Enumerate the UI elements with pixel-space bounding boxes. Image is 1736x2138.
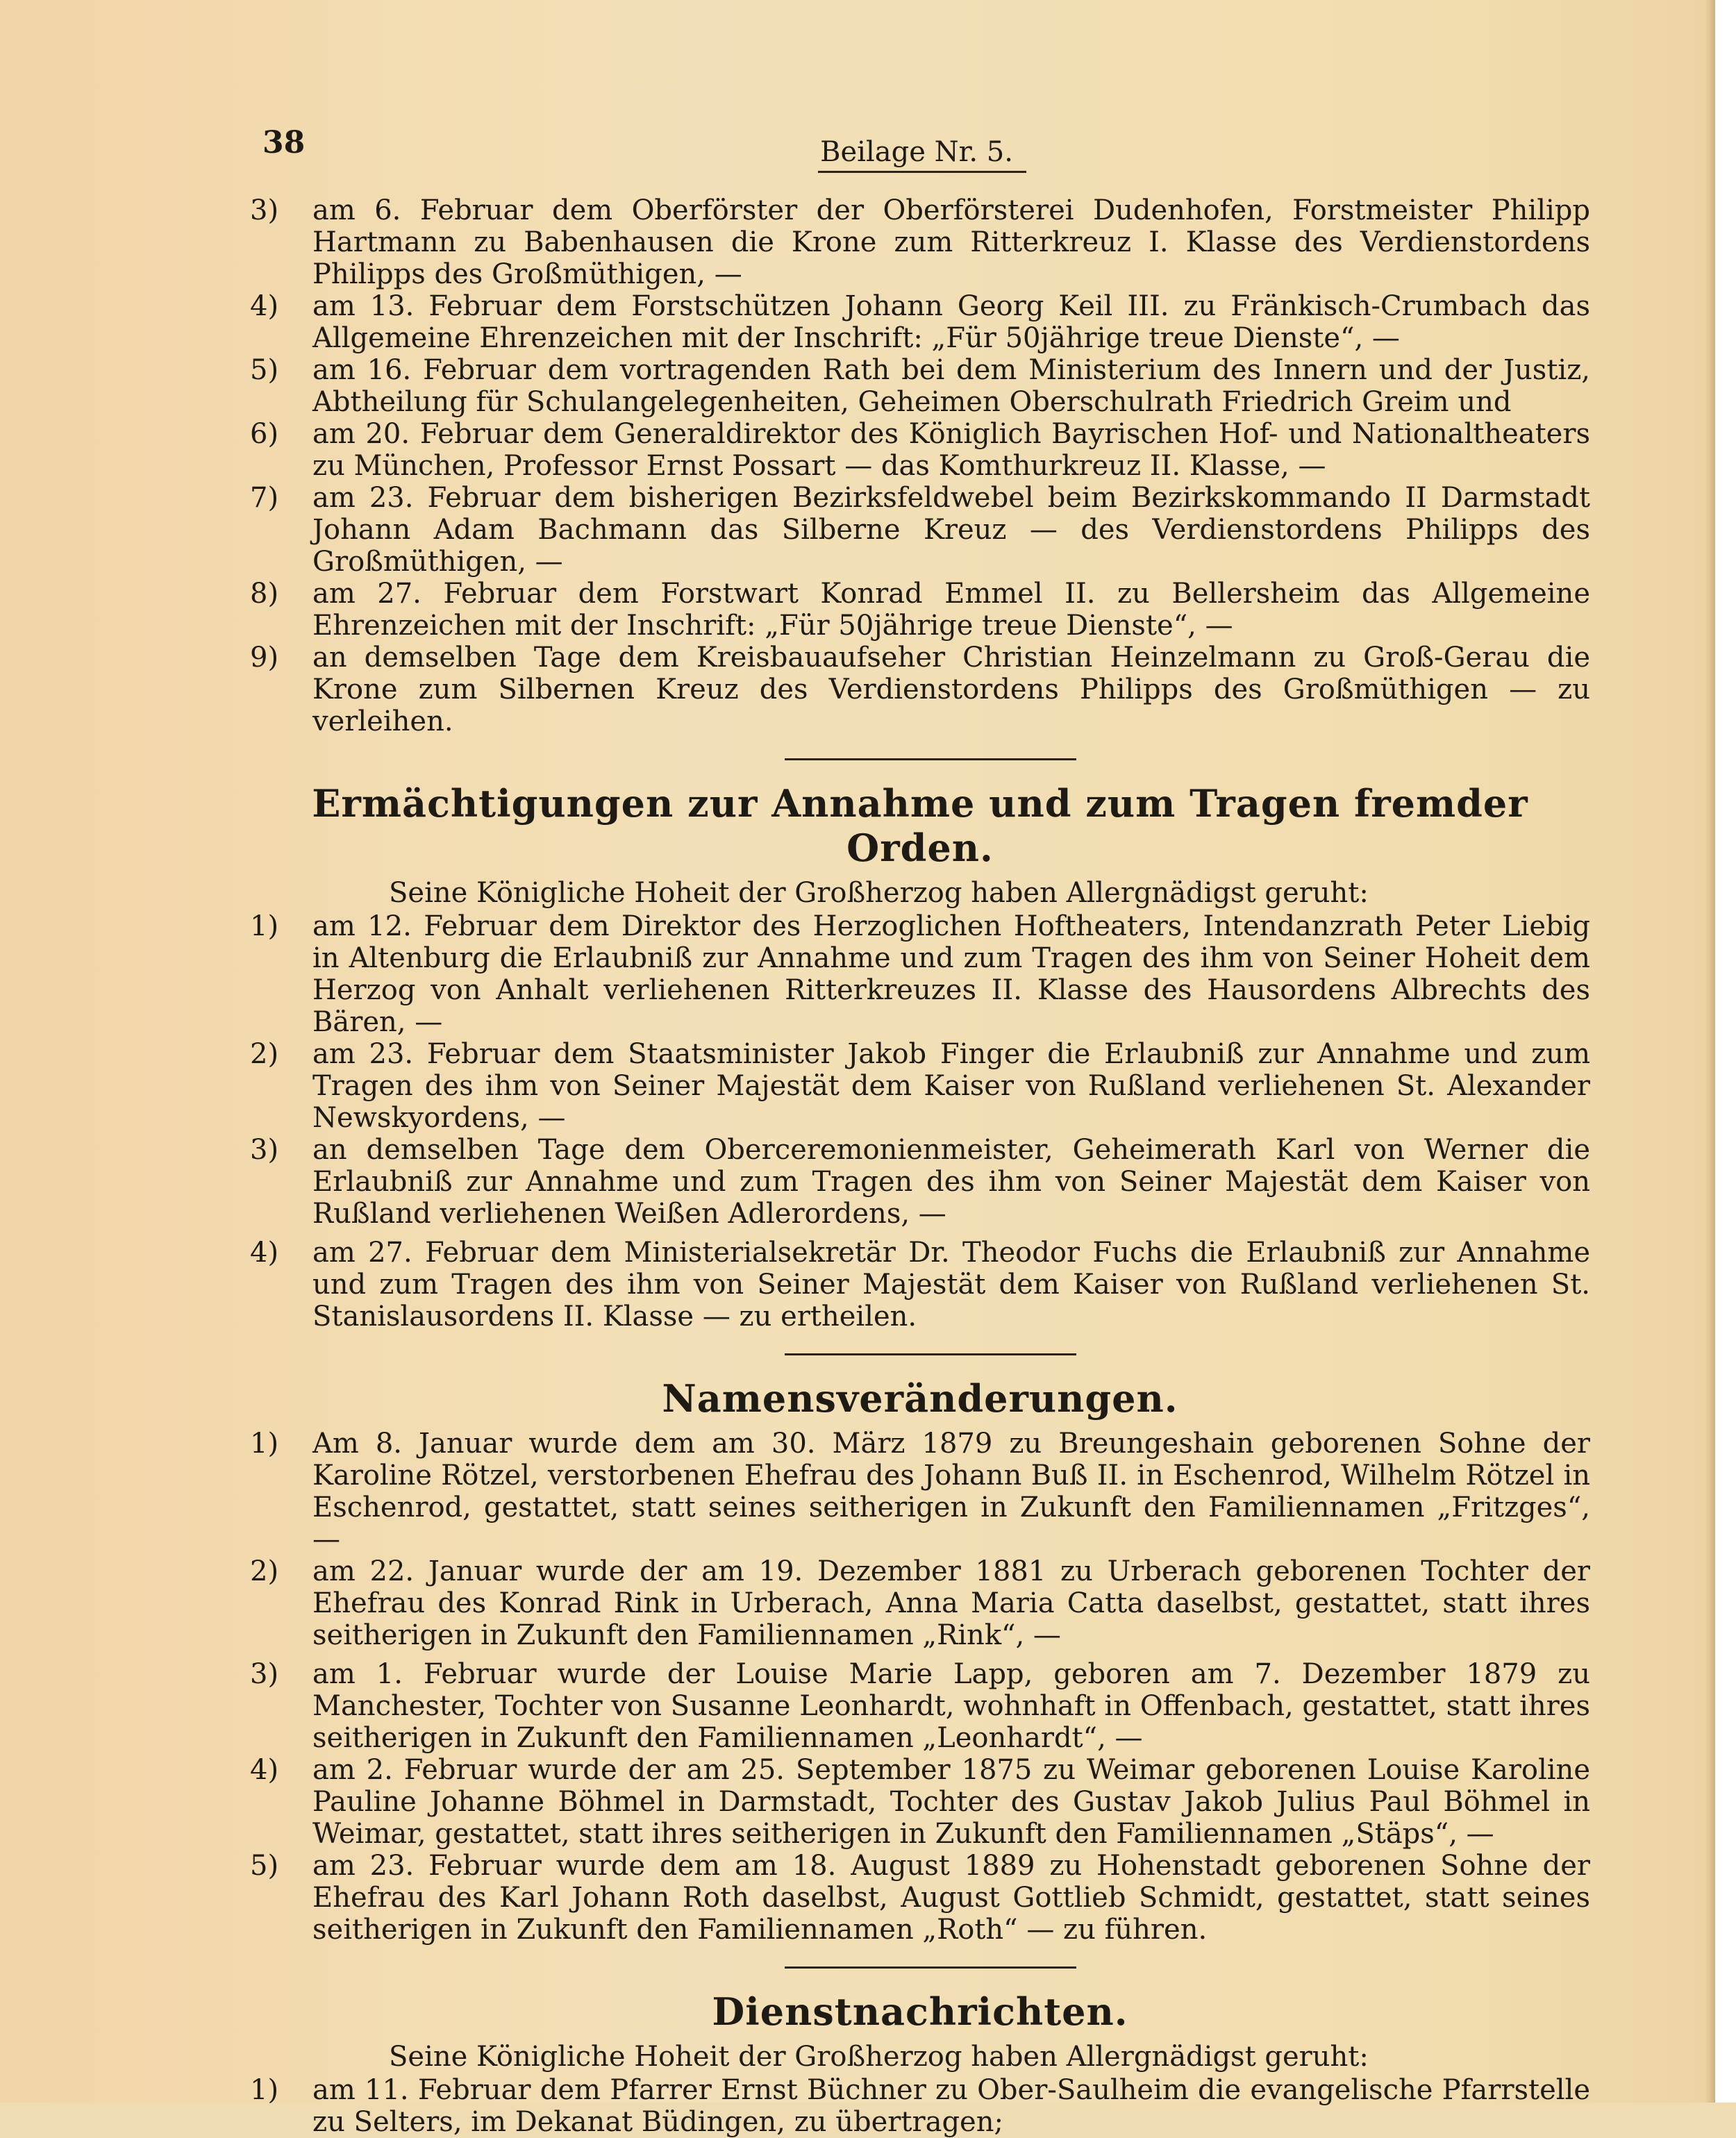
item-number: 6): [250, 418, 279, 450]
list-item: [250, 1555, 1590, 1651]
item-text: am 1. Februar wurde der Louise Marie Lapp, geboren am 7. Dezember 1879 zu Manchester, Tochter von Susanne Leonhardt, wohnhaft in Offenbach, gestattet, statt ihres seitherigen in Zukunft den Familiennamen „Leonhardt“, —: [312, 1658, 1590, 1754]
section-intro: Seine Königliche Hoheit der Großherzog haben Allergnädigst geruht:: [389, 877, 1369, 909]
item-text: am 12. Februar dem Direktor des Herzoglichen Hoftheaters, Intendanzrath Peter Liebig in Altenburg die Erlaubniß zur Annahme und zum Tragen des ihm von Seiner Hoheit dem Herzog von Anhalt verliehenen Ritterkreuzes II. Klasse des Hausordens Albrechts des Bären, —: [312, 910, 1590, 1038]
item-text: am 22. Januar wurde der am 19. Dezember 1881 zu Urberach geborenen Tochter der Ehefrau des Konrad Rink in Urberach, Anna Maria Catta daselbst, gestattet, statt ihres seitherigen in Zukunft den Familiennamen „Rink“, —: [312, 1555, 1590, 1651]
item-number: 4): [250, 290, 279, 322]
item-text: am 27. Februar dem Forstwart Konrad Emmel II. zu Bellersheim das Allgemeine Ehrenzeichen mit der Inschrift: „Für 50jährige treue Dienste“, —: [312, 578, 1590, 642]
section-divider: [785, 1966, 1076, 1969]
section-divider: [785, 758, 1076, 760]
item-text: an demselben Tage dem Kreisbauaufseher Christian Heinzelmann zu Groß-Gerau die Krone zum Silbernen Kreuz des Verdienstordens Philipps des Großmüthigen — zu verleihen.: [312, 642, 1590, 737]
list-item: [250, 910, 1590, 1038]
running-head: Beilage Nr. 5.: [820, 136, 1013, 168]
item-text: am 20. Februar dem Generaldirektor des Königlich Bayrischen Hof- und Nationaltheaters zu München, Professor Ernst Possart — das Komthurkreuz II. Klasse, —: [312, 418, 1590, 482]
item-text: am 23. Februar dem Staatsminister Jakob Finger die Erlaubniß zur Annahme und zum Tragen des ihm von Seiner Majestät dem Kaiser von Rußland verliehenen St. Alexander Newskyordens, —: [312, 1038, 1590, 1134]
item-number: 2): [250, 1038, 279, 1070]
page-content: [250, 194, 1590, 2138]
item-number: 8): [250, 578, 279, 610]
item-number: 4): [250, 1754, 279, 1786]
section-divider: [785, 1353, 1076, 1355]
item-number: 2): [250, 1555, 279, 1587]
item-text: am 16. Februar dem vortragenden Rath bei dem Ministerium des Innern und der Justiz, Abtheilung für Schulangelegenheiten, Geheimen Oberschulrath Friedrich Greim und: [312, 354, 1590, 418]
item-number: 5): [250, 1850, 279, 1882]
item-number: 1): [250, 2074, 279, 2106]
spacer: [250, 1651, 1590, 1658]
item-text: am 13. Februar dem Forstschützen Johann Georg Keil III. zu Fränkisch-Crumbach das Allgemeine Ehrenzeichen mit der Inschrift: „Für 50jährige treue Dienste“, —: [312, 290, 1590, 354]
item-number: 4): [250, 1237, 279, 1269]
item-number: 3): [250, 1134, 279, 1166]
page-edge-shadow: [1705, 0, 1716, 2103]
section-title: Dienstnachrichten.: [712, 1989, 1128, 2034]
list-item: [250, 1658, 1590, 1754]
awards-list: [250, 194, 1590, 737]
list-item: [250, 290, 1590, 354]
list-item: [250, 642, 1590, 737]
section-title: Ermächtigungen zur Annahme und zum Tragen fremder Orden.: [312, 781, 1528, 870]
item-text: am 6. Februar dem Oberförster der Oberförsterei Dudenhofen, Forstmeister Philipp Hartmann zu Babenhausen die Krone zum Ritterkreuz I. Klasse des Verdienstordens Philipps des Großmüthigen, —: [312, 194, 1590, 290]
list-item: [250, 418, 1590, 482]
list-item: [250, 482, 1590, 578]
item-number: 1): [250, 1428, 279, 1460]
item-text: am 23. Februar wurde dem am 18. August 1889 zu Hohenstadt geborenen Sohne der Ehefrau des Karl Johann Roth daselbst, August Gottlieb Schmidt, gestattet, statt seines seitherigen in Zukunft den Familiennamen „Roth“ — zu führen.: [312, 1850, 1590, 1946]
section-name-changes: [250, 1376, 1590, 1946]
list-item: [250, 1038, 1590, 1134]
list-item: [250, 194, 1590, 290]
item-text: an demselben Tage dem Oberceremonienmeister, Geheimerath Karl von Werner die Erlaubniß zur Annahme und zum Tragen des ihm von Seiner Majestät dem Kaiser von Rußland verliehenen Weißen Adlerordens, —: [312, 1134, 1590, 1230]
list-item: [250, 1134, 1590, 1230]
item-number: 1): [250, 910, 279, 942]
item-number: 3): [250, 194, 279, 226]
section-service-news: [250, 1989, 1590, 2138]
section-title: Namensveränderungen.: [662, 1376, 1178, 1421]
list-item: [250, 2074, 1590, 2138]
item-number: 7): [250, 482, 279, 514]
list-item: [250, 1850, 1590, 1946]
list-item: [250, 578, 1590, 642]
item-text: am 27. Februar dem Ministerialsekretär Dr. Theodor Fuchs die Erlaubniß zur Annahme und zum Tragen des ihm von Seiner Majestät dem Kaiser von Rußland verliehenen St. Stanislausordens II. Klasse — zu ertheilen.: [312, 1237, 1590, 1333]
list-item: [250, 1754, 1590, 1850]
item-text: am 23. Februar dem bisherigen Bezirksfeldwebel beim Bezirkskommando II Darmstadt Johann Adam Bachmann das Silberne Kreuz — des Verdienstordens Philipps des Großmüthigen, —: [312, 482, 1590, 578]
section-foreign-orders: [250, 781, 1590, 1333]
list-item: [250, 1237, 1590, 1333]
item-text: am 2. Februar wurde der am 25. September 1875 zu Weimar geborenen Louise Karoline Pauline Johanne Böhmel in Darmstadt, Tochter des Gustav Jakob Julius Paul Böhmel in Weimar, gestattet, statt ihres seitherigen in Zukunft den Familiennamen „Stäps“, —: [312, 1754, 1590, 1850]
page-edge-strip: [1715, 0, 1736, 2103]
spacer: [250, 1230, 1590, 1237]
list-item: [250, 1428, 1590, 1555]
list-item: [250, 354, 1590, 418]
header-rule: [818, 171, 1026, 173]
item-text: Am 8. Januar wurde dem am 30. März 1879 zu Breungeshain geborenen Sohne der Karoline Rötzel, verstorbenen Ehefrau des Johann Buß II. in Eschenrod, Wilhelm Rötzel in Eschenrod, gestattet, statt seines seitherigen in Zukunft den Familiennamen „Fritzges“, —: [312, 1428, 1590, 1555]
item-number: 3): [250, 1658, 279, 1690]
item-number: 5): [250, 354, 279, 386]
item-text: am 11. Februar dem Pfarrer Ernst Büchner zu Ober-Saulheim die evangelische Pfarrstelle zu Selters, im Dekanat Büdingen, zu übertragen;: [312, 2074, 1590, 2138]
section-intro: Seine Königliche Hoheit der Großherzog haben Allergnädigst geruht:: [389, 2041, 1369, 2073]
page-number: 38: [262, 125, 306, 160]
item-number: 9): [250, 642, 279, 674]
